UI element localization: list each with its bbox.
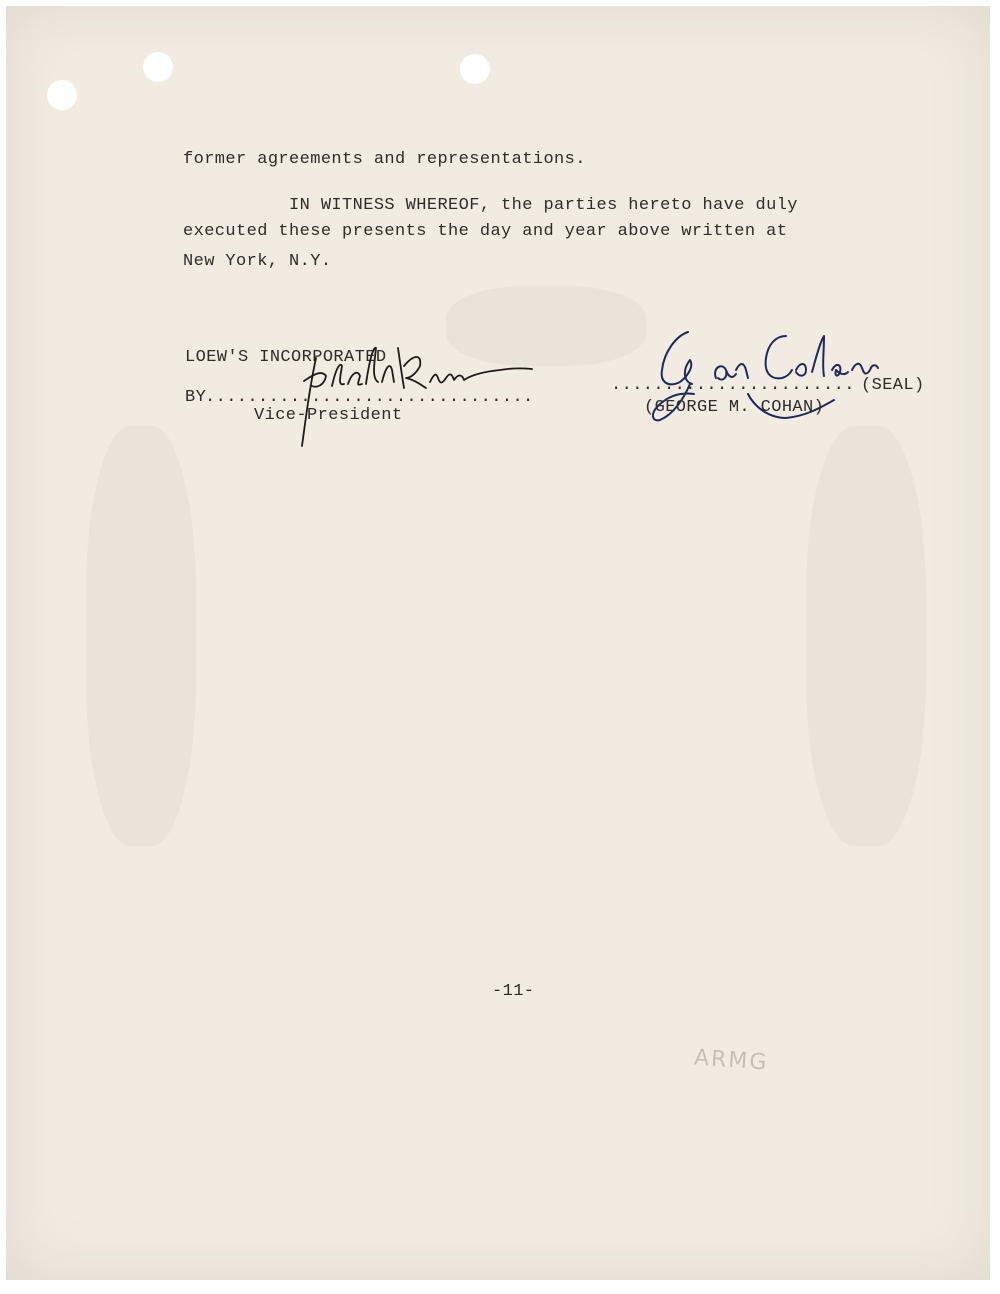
punch-hole-center-left xyxy=(143,52,173,82)
body-line-2: IN WITNESS WHEREOF, the parties hereto have duly xyxy=(183,196,798,215)
cohan-name: (GEORGE M. COHAN) xyxy=(644,398,825,417)
by-label: BY xyxy=(185,388,207,407)
page-number: -11- xyxy=(492,982,535,1001)
seal-dotted-line: ....................... xyxy=(611,376,855,395)
punch-hole-left xyxy=(47,80,77,110)
body-line-4: New York, N.Y. xyxy=(183,252,332,271)
cohan-signature xyxy=(636,322,896,442)
pencil-notation: ARMG xyxy=(693,1045,770,1076)
body-line-1: former agreements and representations. xyxy=(183,150,586,169)
by-dotted-line: ............................... xyxy=(205,388,534,407)
document-page xyxy=(6,6,990,1280)
company-name: LOEW'S INCORPORATED xyxy=(185,348,387,367)
signatory-title: Vice-President xyxy=(254,406,403,425)
seal-label: (SEAL) xyxy=(861,376,925,395)
body-line-3: executed these presents the day and year above written at xyxy=(183,222,788,241)
punch-hole-center-right xyxy=(460,54,490,84)
vice-president-signature xyxy=(286,326,546,456)
